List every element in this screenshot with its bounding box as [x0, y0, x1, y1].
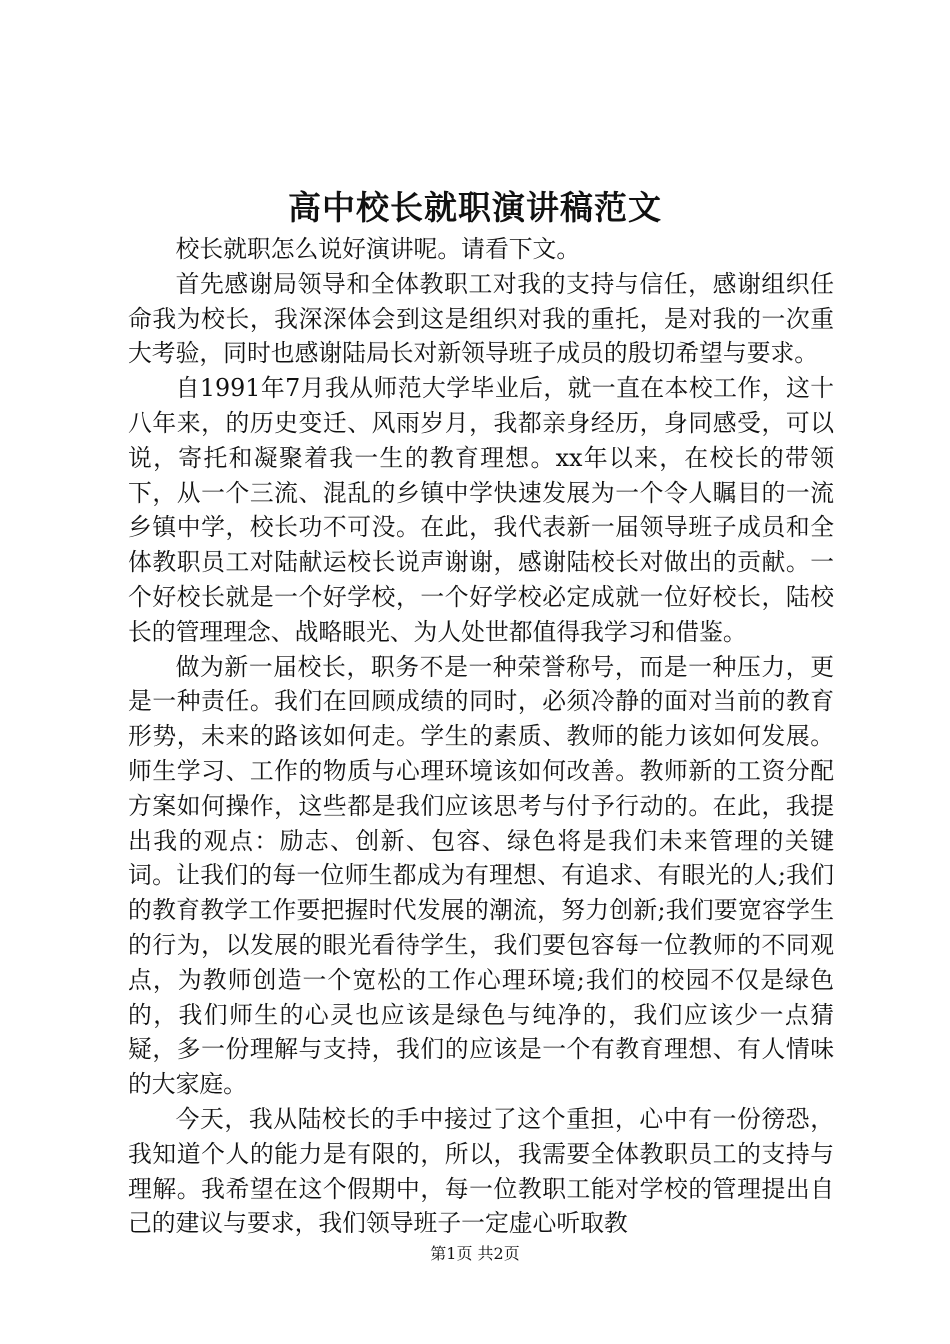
document-body: [128, 232, 834, 1241]
document-title: 高中校长就职演讲稿范文: [288, 188, 662, 227]
paragraph-1: 校长就职怎么说好演讲呢。请看下文。: [175, 235, 581, 263]
page-footer: 第1页 共2页: [430, 1244, 520, 1263]
paragraph-2: 首先感谢局领导和全体教职工对我的支持与信任，感谢组织任命我为校长，我深深体会到这是组织对我的重托，是对我的一次重大考验，同时也感谢陆局长对新领导班子成员的殷切希望与要求。: [128, 269, 834, 368]
paragraph-4: 做为新一届校长，职务不是一种荣誉称号，而是一种压力，更是一种责任。我们在回顾成绩的同时，必须冷静的面对当前的教育形势，未来的路该如何走。学生的素质、教师的能力该如何发展。师生学习、工作的物质与心理环境该如何改善。教师新的工资分配方案如何操作，这些都是我们应该思考与付予行动的。在此，我提出我的观点：励志、创新、包容、绿色将是我们未来管理的关键词。让我们的每一位师生都成为有理想、有追求、有眼光的人;我们的教育教学工作要把握时代发展的潮流，努力创新;我们要宽容学生的行为，以发展的眼光看待学生，我们要包容每一位教师的不同观点，为教师创造一个宽松的工作心理环境;我们的校园不仅是绿色的，我们师生的心灵也应该是绿色与纯净的，我们应该少一点猜疑，多一份理解与支持，我们的应该是一个有教育理想、有人情味的大家庭。: [128, 652, 834, 1099]
paragraph-5: 今天，我从陆校长的手中接过了这个重担，心中有一份徬恐，我知道个人的能力是有限的，所以，我需要全体教职员工的支持与理解。我希望在这个假期中，每一位教职工能对学校的管理提出自己的建议与要求，我们领导班子一定虚心听取教: [128, 1104, 834, 1238]
paragraph-3: 自1991年7月我从师范大学毕业后，就一直在本校工作，这十八年来，的历史变迁、风雨岁月，我都亲身经历，身同感受，可以说，寄托和凝聚着我一生的教育理想。xx年以来，在校长的带领下，从一个三流、混乱的乡镇中学快速发展为一个令人瞩目的一流乡镇中学，校长功不可没。在此，我代表新一届领导班子成员和全体教职员工对陆献运校长说声谢谢，感谢陆校长对做出的贡献。一个好校长就是一个好学校，一个好学校必定成就一位好校长，陆校长的管理理念、战略眼光、为人处世都值得我学习和借鉴。: [128, 374, 834, 646]
